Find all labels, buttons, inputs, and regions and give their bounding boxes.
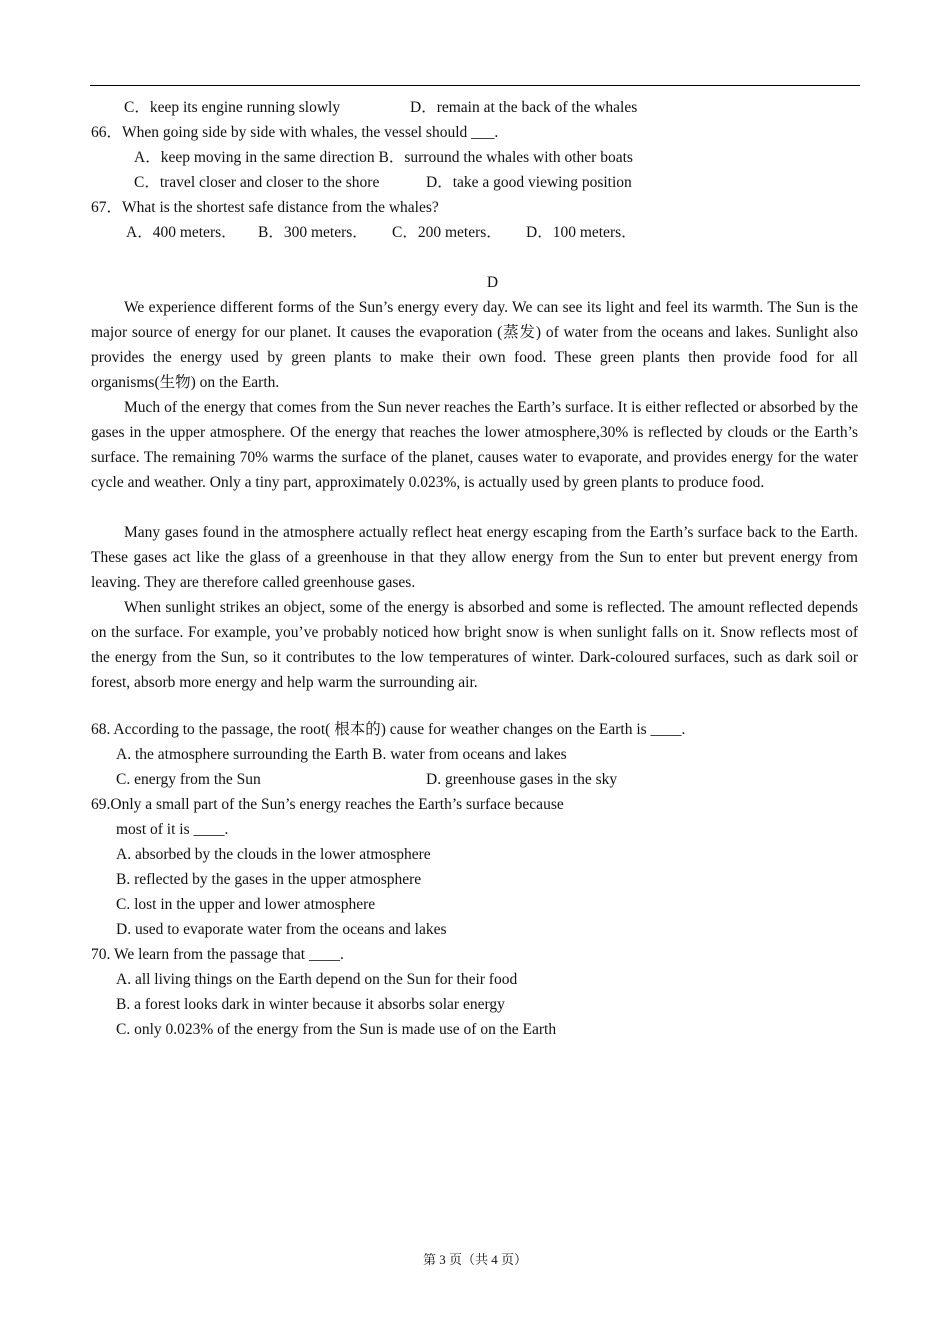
q69-stem-continued: most of it is ____.	[116, 821, 229, 838]
q70-option-b: B. a forest looks dark in winter because it absorbs solar energy	[116, 996, 505, 1013]
q69-option-c: C. lost in the upper and lower atmosphere	[116, 896, 376, 913]
q67-option-c: C．200 meters．	[392, 224, 502, 241]
passage-paragraph: We experience different forms of the Sun’s energy every day. We can see its light and feel its warmth. The Sun is the major source of energy for our planet. It causes the evaporation (蒸发) of water from the oceans and lakes. Sunlight also provides the energy used by green plants to make their own food. These green plants then provide food for all organisms(生物) on the Earth.	[91, 299, 858, 391]
q68-option-ab: A. the atmosphere surrounding the Earth B. water from oceans and lakes	[116, 746, 567, 763]
passage-paragraph: Much of the energy that comes from the Sun never reaches the Earth’s surface. It is either reflected or absorbed by the gases in the upper atmosphere. Of the energy that reaches the lower atmosphere,30% is reflected by clouds or the Earth’s surface. The remaining 70% warms the surface of the planet, causes water to evaporate, and provides energy for the water cycle and weather. Only a tiny part, approximately 0.023%, is actually used by green plants to produce food.	[91, 399, 858, 491]
q65-option-d: D．remain at the back of the whales	[410, 99, 638, 116]
q67-option-d: D．100 meters．	[526, 224, 637, 241]
passage-paragraph: Many gases found in the atmosphere actually reflect heat energy escaping from the Earth’s surface back to the Earth. These gases act like the glass of a greenhouse in that they allow energy from the Sun to enter but prevent energy from leaving. They are therefore called greenhouse gases.	[91, 524, 858, 591]
q68-option-c: C. energy from the Sun	[116, 771, 261, 788]
q69-option-a: A. absorbed by the clouds in the lower atmosphere	[116, 846, 431, 863]
q67-option-b: B．300 meters．	[258, 224, 368, 241]
page-footer: 第 3 页（共 4 页）	[422, 1252, 527, 1267]
q69-stem: 69.Only a small part of the Sun’s energy reaches the Earth’s surface because	[91, 796, 564, 813]
q68-option-d: D. greenhouse gases in the sky	[426, 771, 618, 788]
q69-option-b: B. reflected by the gases in the upper atmosphere	[116, 871, 422, 888]
q70-option-a: A. all living things on the Earth depend on the Sun for their food	[116, 971, 518, 988]
q67-option-a: A．400 meters．	[126, 224, 237, 241]
q65-option-c: C．keep its engine running slowly	[124, 99, 341, 116]
q66-option-d: D．take a good viewing position	[426, 174, 632, 191]
q66-options-ab: A．keep moving in the same direction B．surround the whales with other boats	[134, 149, 633, 166]
section-heading: D	[486, 274, 499, 291]
q69-option-d: D. used to evaporate water from the oceans and lakes	[116, 921, 447, 938]
passage-paragraph: When sunlight strikes an object, some of the energy is absorbed and some is reflected. The amount reflected depends on the surface. For example, you’ve probably noticed how bright snow is when sunlight falls on it. Snow reflects most of the energy from the Sun, so it contributes to the low temperatures of winter. Dark-coloured surfaces, such as dark soil or forest, absorb more energy and help warm the surrounding air.	[91, 599, 858, 691]
header-rule	[90, 85, 860, 86]
q70-stem: 70. We learn from the passage that ____.	[91, 946, 344, 963]
q67-stem: 67．What is the shortest safe distance from the whales?	[91, 199, 439, 216]
q68-stem: 68. According to the passage, the root( 根本的) cause for weather changes on the Earth is ____.	[91, 721, 686, 738]
q70-option-c: C. only 0.023% of the energy from the Sun is made use of on the Earth	[116, 1021, 557, 1038]
q66-option-c: C．travel closer and closer to the shore	[134, 174, 380, 191]
q66-stem: 66．When going side by side with whales, the vessel should ___.	[91, 124, 499, 141]
